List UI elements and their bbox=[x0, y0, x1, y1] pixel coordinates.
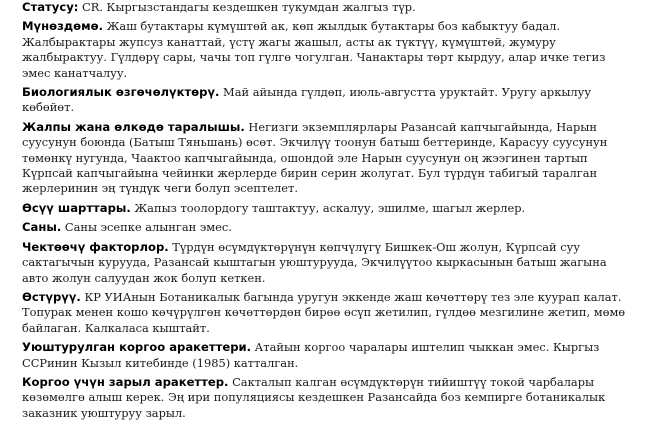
section-habitat bbox=[22, 201, 628, 216]
section-status bbox=[22, 0, 628, 15]
section-heading: Чектөөчү факторлор. bbox=[22, 239, 169, 254]
section-heading: Саны. bbox=[22, 220, 62, 235]
section-text: КР УИАнын Ботаникалык багында уругун эккенде жаш көчөттөрү тез эле куурап калат. Топурак менен кошо көчүрүлгөн көчөттөрдөн бирөө өсүп жетилип, гүлдөө мезгилине жетип, мөмө байлаган. Калкаласа кыштайт. bbox=[22, 289, 626, 335]
section-heading: Биологиялык өзгөчөлүктөрү. bbox=[22, 85, 220, 100]
section-heading: Статусу: bbox=[22, 0, 79, 14]
section-text: Түрдүн өсүмдүктөрүнүн көпчүлүгү Бишкек-Ош жолун, Күрпсай суу сактагычын куруудa, Разансай кыштагын уюштурууда, Экчилүүтоо кыркасынын батыш жагына авто жолун салуудан жок болуп кеткен. bbox=[22, 239, 607, 285]
section-heading: Жалпы жана өлкөдө таралышы. bbox=[22, 119, 245, 134]
section-heading: Өсүү шарттары. bbox=[22, 200, 131, 215]
section-cultivation bbox=[22, 290, 628, 336]
section-heading: Уюштурулган коргоо аракеттери. bbox=[22, 340, 252, 355]
section-text: CR. Кыргызстандагы кездешкен тукумдан жалгыз түр. bbox=[78, 0, 416, 14]
section-text: Саны эсепке алынган эмес. bbox=[61, 220, 232, 235]
section-text: Атайын коргоо чаралары иштелип чыккан эмес. Кыргыз ССРинин Кызыл китебинде (1985) катталган. bbox=[22, 340, 600, 370]
section-text: Май айында гүлдөп, июль-августта уруктайт. Уругу аркылуу көбөйөт. bbox=[22, 85, 592, 115]
section-population bbox=[22, 220, 628, 235]
section-protection-measures bbox=[22, 340, 628, 371]
section-limiting-factors bbox=[22, 240, 628, 286]
section-text: Жаш бутактары күмүштөй ак, көп жылдык бутактары боз кабыктуу бадал. Жалбырактары жупсуз канаттай, үстү жагы жашыл, асты ак түктүү, күмүштөй, жумуру жалбырактуу. Гүлдөрү сары, чачы топ гүлгө чогулган. Чанактары төрт кырдуу, алар ичке тегиз эмес канатчалуу. bbox=[22, 19, 606, 80]
section-biology bbox=[22, 85, 628, 116]
section-text: Жапыз тоолордогу таштактуу, аскалуу, эшилме, шагыл жерлер. bbox=[130, 200, 526, 215]
section-distribution bbox=[22, 120, 628, 197]
section-heading: Өстүрүү. bbox=[22, 289, 81, 304]
section-needed-actions bbox=[22, 375, 628, 421]
section-heading: Мүнөздөмө. bbox=[22, 19, 103, 34]
section-heading: Коргоо үчүн зарыл аракеттер. bbox=[22, 374, 229, 389]
section-description bbox=[22, 19, 628, 81]
section-text: Сакталып калган өсүмдүктөрүн тийиштүү токой чарбалары көзөмөлгө алыш керек. Эң ири популяциясы кездешкен Разансайда боз кемпирге ботаникалык заказник уюштуруу зарыл. bbox=[22, 374, 606, 420]
section-text: Негизги экземплярлары Разансай капчыгайында, Нарын суусунун боюнда (Батыш Тяньшань) өсөт. Экчилүү тоонун батыш беттеринде, Карасуу суусунун төмөнкү нугунда, Чаактоо капчыгайында, ошондой эле Нарын суусунун оң жээгинен тартып Күрпсай капчыгайына чейинки жерлерде бирин серин жолугат. Бул түрдүн табигый таралган жерлеринин эң түндүк чеги болуп эсептелет. bbox=[22, 119, 608, 196]
